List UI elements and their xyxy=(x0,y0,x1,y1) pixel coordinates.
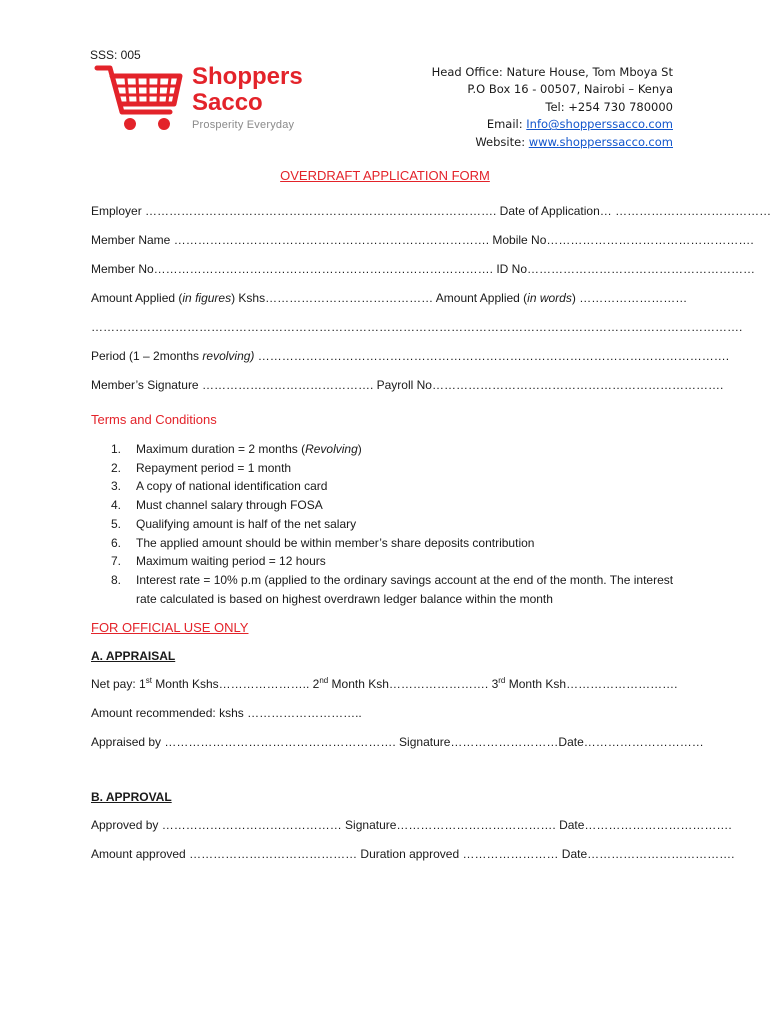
term-item: 2. Repayment period = 1 month xyxy=(111,460,292,475)
signature-payroll-field[interactable]: Member’s Signature ……………………………………. Payroll No………………………………………………………………. xyxy=(91,378,724,392)
appraisal-heading: A. APPRAISAL xyxy=(91,649,176,663)
amount-words-continuation[interactable]: ………………………………………………………………………………………………………………………………………………. xyxy=(91,320,743,334)
term-item: 1. Maximum duration = 2 months (Revolving) xyxy=(111,442,362,456)
brand-tagline: Prosperity Everyday xyxy=(192,119,295,131)
employer-field[interactable]: Employer ……………………………………………………………………………. Date of Application… ………………………………… xyxy=(91,204,771,218)
head-office: Head Office: Nature House, Tom Mboya St xyxy=(431,65,673,79)
net-pay-field[interactable]: Net pay: 1st Month Kshs………………….. 2nd Month Ksh……………………. 3rd Month Ksh………………………. xyxy=(91,676,678,691)
term-item: 8. Interest rate = 10% p.m (applied to the ordinary savings account at the end of the month. The interest rate calculated is based on highest overdrawn ledger balance within the month xyxy=(111,572,674,606)
amount-label-c: ) Kshs…………………………………… Amount Applied ( xyxy=(231,291,528,305)
official-use-heading: FOR OFFICIAL USE ONLY xyxy=(91,620,249,635)
term-item: 5. Qualifying amount is half of the net salary xyxy=(111,516,357,531)
email-link[interactable]: Info@shopperssacco.com xyxy=(526,117,673,132)
approval-heading: B. APPROVAL xyxy=(91,790,172,804)
amount-recommended-field[interactable]: Amount recommended: kshs ……………………….. xyxy=(91,706,362,720)
contact-block xyxy=(432,64,673,151)
website-label: Website: xyxy=(475,134,529,149)
term-item: 7. Maximum waiting period = 12 hours xyxy=(111,554,326,569)
telephone: Tel: +254 730 780000 xyxy=(545,99,673,114)
approved-by-field[interactable]: Approved by ……………………………………… Signature…………………………………. Date………………………………. xyxy=(91,818,732,832)
shopping-cart-icon xyxy=(94,60,186,136)
period-label-c: ………………………………………………………………………………………………………. xyxy=(254,349,730,363)
period-label-b: revolving) xyxy=(202,349,255,363)
email-label: Email: xyxy=(486,117,527,132)
amount-label-e: ) ……………………… xyxy=(571,291,688,305)
term-item: 6. The applied amount should be within member’s share deposits contribution xyxy=(111,535,535,550)
period-field[interactable] xyxy=(91,349,730,363)
terms-heading: Terms and Conditions xyxy=(91,412,217,427)
amount-applied-field[interactable] xyxy=(91,291,688,305)
postal-address: P.O Box 16 - 00507, Nairobi – Kenya xyxy=(467,82,673,97)
appraised-by-field[interactable]: Appraised by …………………………………………………. Signature………………………Date………………………… xyxy=(91,735,704,749)
terms-list xyxy=(91,440,691,608)
term-item: 3. A copy of national identification card xyxy=(111,479,328,494)
brand-name-line1: Shoppers xyxy=(192,63,303,90)
form-title: OVERDRAFT APPLICATION FORM xyxy=(280,168,490,183)
website-link[interactable]: www.shopperssacco.com xyxy=(528,134,673,149)
period-label-a: Period (1 – 2months xyxy=(91,349,203,363)
brand-name-line2: Sacco xyxy=(192,89,263,116)
amount-label-d: in words xyxy=(527,291,572,305)
sacco-logo xyxy=(94,60,314,140)
amount-approved-field[interactable]: Amount approved …………………………………… Duration approved …………………… Date………………………………. xyxy=(91,847,735,861)
document-code: SSS: 005 xyxy=(90,48,141,62)
website-line xyxy=(432,134,673,151)
member-no-field[interactable]: Member No…………………………………………………………………………. ID No………………………………………………… xyxy=(91,262,756,276)
amount-label-a: Amount Applied ( xyxy=(91,291,183,305)
member-name-field[interactable]: Member Name ……………………………………………………………………. Mobile No……………………………………………. xyxy=(91,233,754,247)
amount-label-b: in figures xyxy=(182,291,232,305)
email-line xyxy=(432,116,673,133)
term-item: 4. Must channel salary through FOSA xyxy=(111,498,323,513)
